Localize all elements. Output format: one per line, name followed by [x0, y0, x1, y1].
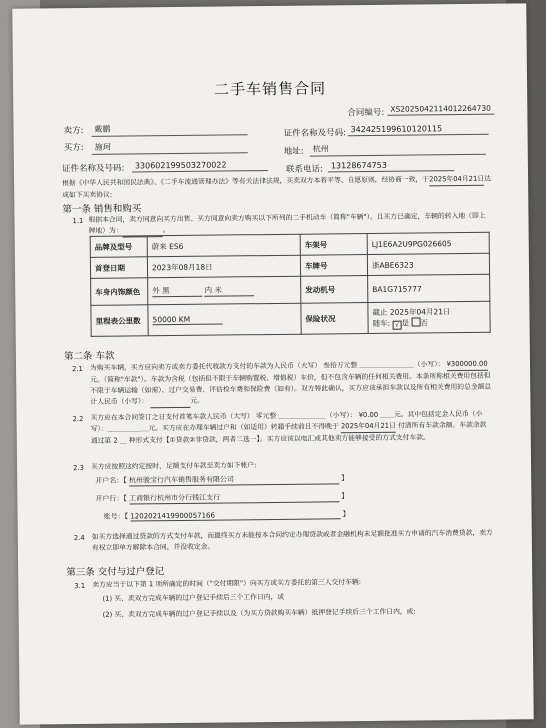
- clause-3-1-number: 3.1: [74, 581, 86, 591]
- account-number-value: 1202021419900057166: [130, 510, 340, 521]
- table-row: [91, 301, 490, 336]
- mileage-value: 50000 KM: [152, 315, 222, 326]
- plate-value: 浙ABE6323: [367, 253, 489, 275]
- vin-label: 车架号: [300, 234, 367, 256]
- clause-2-3-text: 买方应按照这约定按时、足额支付车款至卖方如下帐户:: [91, 461, 257, 471]
- section2-heading: 第二条 车款: [63, 350, 115, 363]
- address-value: 杭州: [310, 142, 486, 157]
- table-row: [91, 274, 490, 305]
- account-number-row: 账号：【 1202021419900057166 】: [103, 510, 350, 521]
- section3-heading: 第三条 交付与过户登记: [66, 566, 165, 579]
- brand-value: 蔚来 ES6: [147, 234, 300, 257]
- clause-2-4-number: 2.4: [73, 533, 85, 543]
- buyer-id-label: 证件名称及号码:: [61, 163, 125, 175]
- intro-paragraph: 根据《中华人民共和国民法典》、《二手车流通管理办法》等有关法律法规，买卖双方本着平等、自愿原则，经协商一致，于2025年04月21日达成如下买卖协议:: [62, 174, 491, 200]
- seller-label: 卖方:: [63, 125, 84, 137]
- phone-label: 联系电话:: [285, 164, 323, 175]
- clause-3-1-item-2: (2) 买、卖双方完成车辆的过户登记手续以及（为买方贷款购买车辆）抵押登记手续后三个工作日内，或:: [102, 607, 416, 619]
- vin-value: LJ1E6A2U9PG026605: [367, 232, 489, 254]
- bank-value: 工商银行杭州市分行钱江支行: [129, 491, 339, 504]
- clause-2-1-number: 2.1: [72, 364, 83, 374]
- vehicle-info-table: [90, 232, 491, 337]
- clause-1-1-number: 1.1: [72, 216, 84, 226]
- final-payment-date: 2025年04月21日: [341, 421, 396, 434]
- plate-label: 车牌号: [300, 255, 367, 277]
- contract-title: 二手车销售合同: [214, 79, 327, 99]
- buyer-value: 施珂: [92, 140, 248, 155]
- clause-3-1-item-1: (1) 买、卖双方完成车辆的过户登记手续后三个工作日内，或: [102, 592, 285, 603]
- buyer-label: 买方:: [63, 142, 84, 154]
- clause-2-3-number: 2.3: [73, 463, 84, 473]
- color-interior: 内 米: [205, 284, 255, 297]
- seller-id-value: 342425199610120115: [348, 124, 489, 136]
- seller-id-label: 证件名称及号码:: [283, 128, 347, 139]
- insurance-value: [368, 301, 490, 333]
- intro-date: 2025年04月21日: [429, 174, 484, 187]
- clause-1-1-text: 根据本合同，卖方同意向买方出售、买方同意向卖方购买以下所列的二手机动车（简称"车辆"）。且买方已确定，车辆的转入地（即上牌地）为： 。: [88, 211, 488, 238]
- insurance-expiry: 截止 2025年04月21日: [372, 306, 451, 317]
- account-name-row: 开户名：【 杭州骏宝行汽车销售服务有限公司 】: [95, 474, 349, 485]
- section1-heading: 第一条 销售和购买: [62, 203, 142, 216]
- contract-number-value: XS2025042114012264730: [387, 104, 494, 116]
- reg-date-label: 首登日期: [90, 257, 147, 279]
- clause-2-4-text: 如买方选择通过贷款的方式支付车款，而最终买方未能按本合同约定办理贷款或者金融机构未足额批准买方申请的汽车消费贷款，卖方有权立即单方解除本合同，并没收定金。: [91, 528, 493, 552]
- engine-label: 发动机号: [301, 276, 368, 304]
- insurance-yes-checkbox[interactable]: √: [392, 320, 401, 329]
- insurance-label: 保险状况: [301, 303, 368, 335]
- insurance-no-checkbox[interactable]: [411, 317, 420, 326]
- price-value: ¥300000.00: [446, 359, 487, 371]
- clause-2-2-number: 2.2: [72, 414, 84, 424]
- buyer-id-value: 330602199503270022: [132, 160, 268, 172]
- clause-2-1-text: 为购买车辆，买方应向卖方或卖方委托代收款方支付的车款为人民币（大写） 叁拾万元整 ＿＿＿＿＿＿＿＿（小写）： ¥300000.00 元。（简称"车款"）。车款为含税（包括但不限于车辆购置税、增值税）车价，但不包含车辆的任何相关费用。本条所称相关费用包括但不限于车辆运输（如需）、过户交易费、评估检车费和保险费（如有）。双方特此确认，买方应该承担车款以及所有相关费用的总金额总计人民币（小写）： 元。: [90, 359, 492, 409]
- clause-2-2-text: 买方应在本合同签订之日支付首笔车款人民币（大写） 零元整 ＿＿＿＿＿＿＿（小写）： ¥0.00 ＿＿元。其中包括定金人民币（小写）：＿＿＿＿＿＿元。买方应在办理车辆过户和（如适用）转籍手续前且不得晚于 2025年04月21日 付清所有车款余额。车款余款通过第 2 ＿ 种形式支付【①贷款②非贷款，两者二选一】。买方应该以电汇或其他卖方能够接受的方式支付车款。: [90, 409, 487, 445]
- bank-row: 开户行：【 工商银行杭州市分行钱江支行 】: [95, 492, 349, 503]
- contract-number-label: 合同编号:: [347, 107, 385, 119]
- color-value: [148, 276, 301, 305]
- seller-value: 戴鹏: [91, 122, 247, 137]
- color-label: 车身内饰颜色: [91, 278, 148, 306]
- mileage-value-cell: [148, 303, 301, 336]
- address-label: 地址:: [283, 146, 304, 157]
- contract-paper: [12, 3, 533, 724]
- insurance-onboard: 随车: √ 是 否: [372, 317, 428, 329]
- brand-label: 品牌及型号: [90, 236, 147, 258]
- engine-value: BA1G715777: [368, 274, 490, 302]
- color-exterior: 外 黑: [152, 285, 202, 298]
- phone-value: 13128674753: [328, 160, 454, 172]
- reg-date-value: 2023年08月18日: [147, 255, 300, 278]
- mileage-label: 里程表公里数: [91, 305, 148, 337]
- account-name-value: 杭州骏宝行汽车销售服务有限公司: [129, 473, 339, 486]
- clause-3-1-text: 卖方应当于以下第 1 项所确定的时间（"交付期限"）向买方或买方委托的第三人交付车辆:: [92, 578, 362, 589]
